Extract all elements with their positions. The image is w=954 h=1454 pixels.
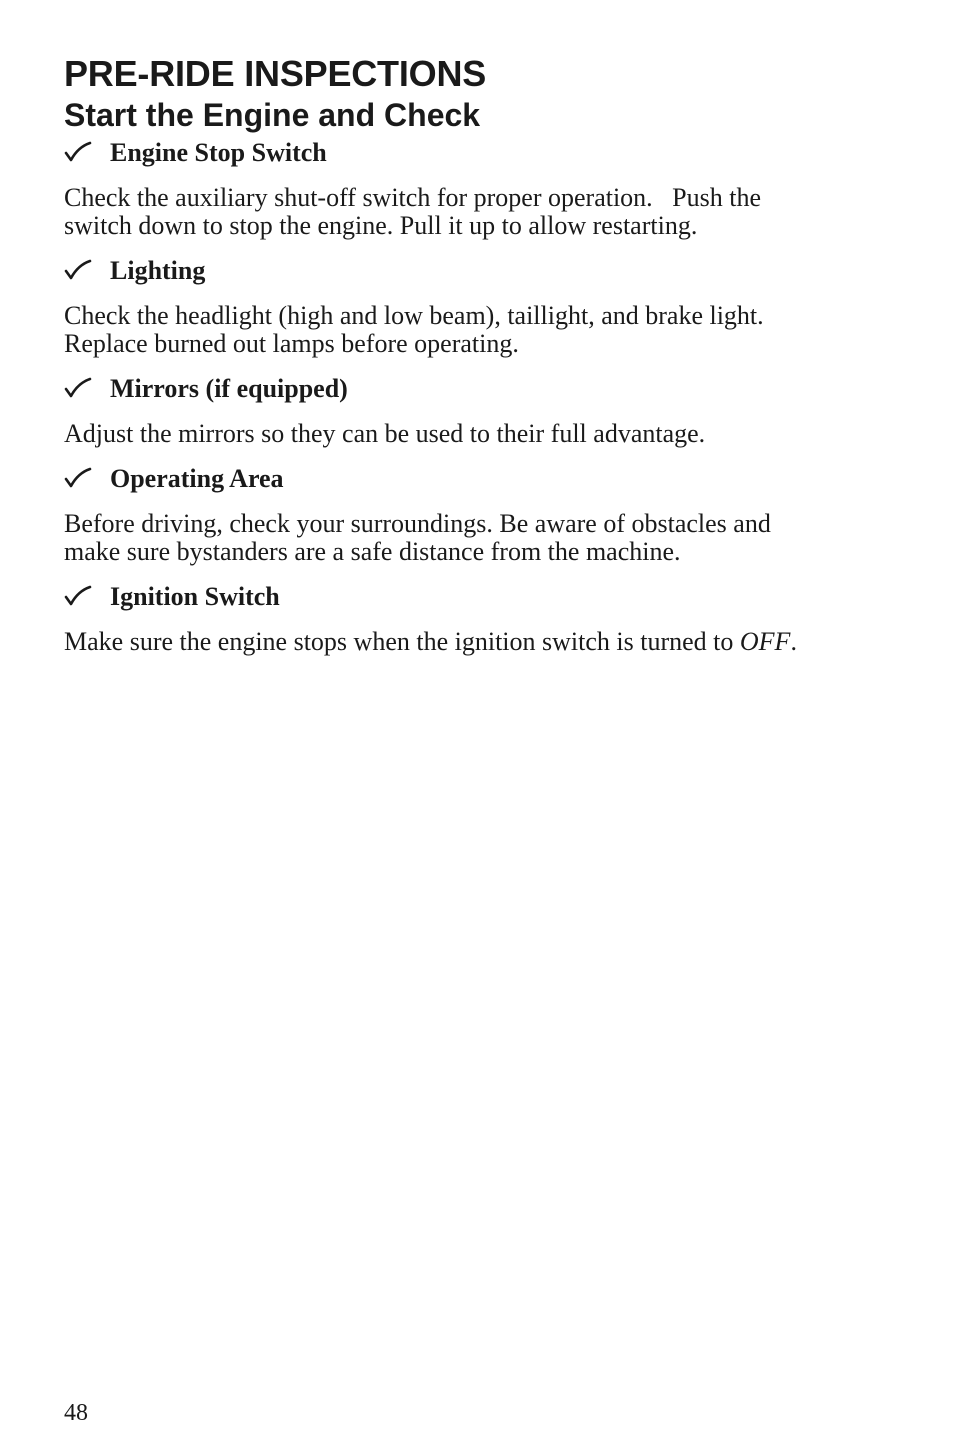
check-item-heading: Engine Stop Switch [110, 138, 327, 167]
body-line: Before driving, check your surroundings. Be aware of obstacles and [64, 509, 771, 538]
checkmark-icon [64, 585, 110, 609]
check-item-operating-area [64, 462, 884, 566]
section-subtitle: Start the Engine and Check [64, 97, 481, 133]
check-item-heading: Lighting [110, 256, 206, 285]
emphasis-off: OFF [739, 627, 791, 656]
check-item-body [64, 628, 884, 656]
checkmark-icon [64, 141, 110, 165]
check-item-header [64, 254, 884, 288]
body-line: switch down to stop the engine. Pull it up to allow restarting. [64, 211, 698, 240]
checkmark-icon [64, 259, 110, 283]
document-page [64, 52, 884, 670]
body-line: Adjust the mirrors so they can be used to their full advantage. [64, 419, 706, 448]
check-item-body [64, 510, 884, 566]
checkmark-icon [64, 467, 110, 491]
check-item-body [64, 420, 884, 448]
check-item-heading: Mirrors (if equipped) [110, 374, 348, 403]
check-item-heading: Operating Area [110, 464, 284, 493]
checkmark-icon [64, 377, 110, 401]
check-item-lighting [64, 254, 884, 358]
check-item-mirrors [64, 372, 884, 448]
body-line: Replace burned out lamps before operating. [64, 329, 519, 358]
body-text-end: . [790, 627, 797, 656]
check-item-ignition-switch [64, 580, 884, 656]
check-item-header [64, 372, 884, 406]
body-line: Check the auxiliary shut-off switch for proper operation. Push the [64, 183, 762, 212]
page-number: 48 [64, 1400, 88, 1426]
body-text: Make sure the engine stops when the ignition switch is turned to [64, 627, 740, 656]
body-line: Check the headlight (high and low beam), taillight, and brake light. [64, 301, 764, 330]
check-item-body [64, 302, 884, 358]
check-item-header [64, 462, 884, 496]
check-item-heading: Ignition Switch [110, 582, 280, 611]
body-line: make sure bystanders are a safe distance from the machine. [64, 537, 681, 566]
page-title: PRE-RIDE INSPECTIONS [64, 53, 487, 94]
check-item-body [64, 184, 884, 240]
check-item-header [64, 136, 884, 170]
check-item-header [64, 580, 884, 614]
check-item-engine-stop-switch [64, 136, 884, 240]
